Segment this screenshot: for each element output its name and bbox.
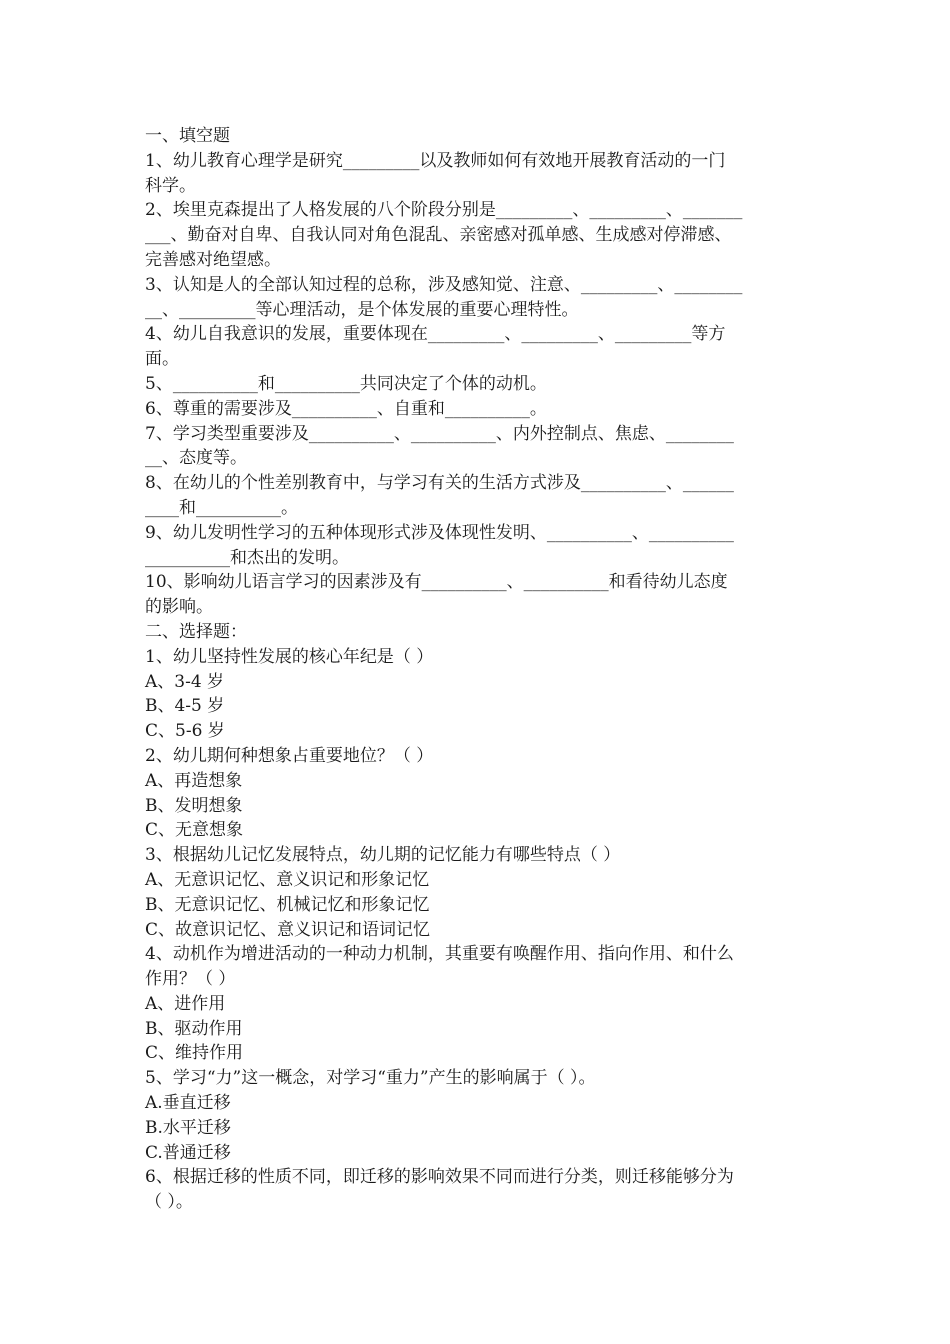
question-line: 9、幼儿发明性学习的五种体现形式涉及体现性发明、__________、__________ — [145, 522, 734, 543]
option-line: A、3-4 岁 — [145, 671, 225, 692]
question-line: 的影响。 — [145, 597, 213, 618]
section-heading-fill-blank: 一、填空题 — [145, 126, 230, 146]
document-page — [145, 124, 808, 1215]
question-line: 4、动机作为增进活动的一种动力机制，其重要有唤醒作用、指向作用、和什么 — [145, 944, 734, 965]
question-line: 8、在幼儿的个性差别教育中，与学习有关的生活方式涉及__________、______ — [145, 473, 734, 494]
question-line: 6、根据迁移的性质不同，即迁移的影响效果不同而进行分类，则迁移能够分为 — [145, 1167, 734, 1188]
question-line: （ ）。 — [145, 1192, 193, 1213]
option-line: A、再造想象 — [145, 770, 243, 791]
question-line: 1、幼儿坚持性发展的核心年纪是（ ） — [145, 646, 434, 667]
question-line: 7、学习类型重要涉及__________、__________、内外控制点、焦虑、________ — [145, 423, 734, 444]
question-line: 1、幼儿教育心理学是研究_________以及教师如何有效地开展教育活动的一门 — [145, 150, 726, 171]
question-line: 6、尊重的需要涉及__________、自重和__________。 — [145, 398, 547, 419]
question-line: 5、学习“力”这一概念，对学习“重力”产生的影响属于（ ）。 — [145, 1068, 596, 1089]
option-line: B、4-5 岁 — [145, 696, 225, 717]
question-line: ___、勤奋对自卑、自我认同对角色混乱、亲密感对孤单感、生成感对停滞感、 — [145, 225, 732, 246]
question-line: 作用？（ ） — [145, 969, 236, 990]
option-line: B、驱动作用 — [145, 1018, 243, 1039]
option-line: B、发明想象 — [145, 795, 243, 816]
option-line: C、故意识记忆、意义识记和语词记忆 — [145, 919, 431, 940]
question-line: 5、__________和__________共同决定了个体的动机。 — [145, 373, 547, 394]
option-line: C.普通迁移 — [145, 1142, 231, 1163]
option-line: B.水平迁移 — [145, 1117, 231, 1138]
question-line: 3、根据幼儿记忆发展特点，幼儿期的记忆能力有哪些特点（ ） — [145, 845, 621, 866]
question-line: ____和__________。 — [145, 497, 298, 518]
section-heading-multiple-choice: 二、选择题： — [145, 621, 247, 642]
question-line: 2、幼儿期何种想象占重要地位？（ ） — [145, 745, 434, 766]
question-line: 3、认知是人的全部认知过程的总称，涉及感知觉、注意、_________、________ — [145, 274, 743, 295]
question-line: 4、幼儿自我意识的发展，重要体现在_________、_________、_________等方 — [145, 324, 726, 345]
option-line: A、无意识记忆、意义识记和形象记忆 — [145, 869, 430, 890]
question-line: __、_________等心理活动，是个体发展的重要心理特性。 — [145, 299, 579, 320]
option-line: C、维持作用 — [145, 1043, 244, 1064]
question-line: __________和杰出的发明。 — [145, 547, 349, 568]
question-line: __、态度等。 — [145, 448, 247, 469]
question-line: 科学。 — [145, 175, 196, 196]
option-line: B、无意识记忆、机械记忆和形象记忆 — [145, 894, 430, 915]
option-line: A、进作用 — [145, 993, 226, 1014]
option-line: A.垂直迁移 — [145, 1093, 231, 1114]
option-line: C、5-6 岁 — [145, 721, 225, 742]
question-line: 10、影响幼儿语言学习的因素涉及有__________、__________和看待幼儿态度 — [145, 572, 728, 593]
question-line: 完善感对绝望感。 — [145, 249, 281, 270]
option-line: C、无意想象 — [145, 820, 244, 841]
question-line: 2、埃里克森提出了人格发展的八个阶段分别是_________、_________、_______ — [145, 200, 743, 221]
question-line: 面。 — [145, 349, 179, 370]
